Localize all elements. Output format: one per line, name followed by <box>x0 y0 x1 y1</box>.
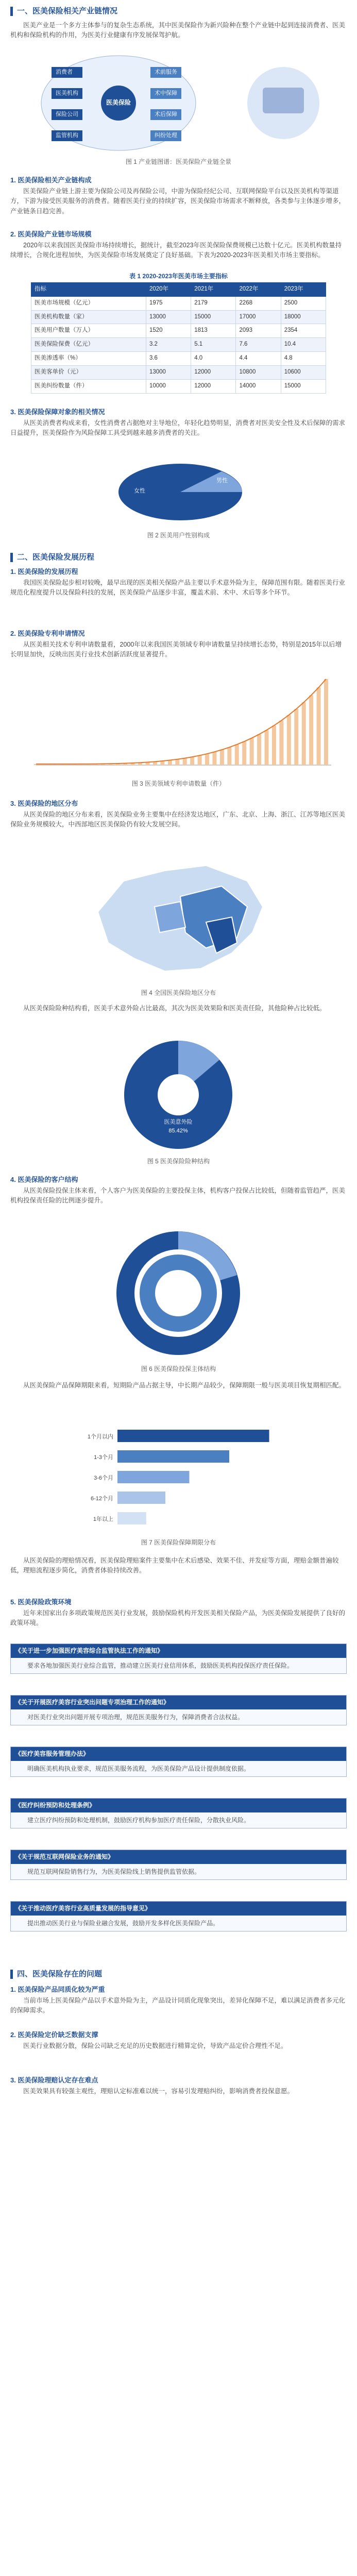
section1-title: 一、医美保险相关产业链情况 <box>10 5 117 17</box>
section4-title: 四、医美保险存在的问题 <box>10 1968 102 1980</box>
chain-box: 术前服务 <box>150 67 181 78</box>
insurance-type-donut <box>101 1036 256 1154</box>
section1-2-title: 2. 医美保险产业链市场规模 <box>10 230 92 238</box>
section2-4-title: 4. 医美保险的客户结构 <box>10 1176 78 1183</box>
table-header-cell: 2021年 <box>191 283 236 297</box>
donut1-label: 医美意外险 85.42% <box>164 1119 193 1134</box>
chain-box: 医美机构 <box>52 88 82 99</box>
patent-bar <box>250 738 254 765</box>
table-cell: 10600 <box>281 365 326 379</box>
chain-right-boxes <box>150 67 181 141</box>
policy-box-body: 明确医美机构执业要求，规范医美服务流程，为医美保险产品设计提供制度依据。 <box>27 1765 250 1772</box>
donut1-caption: 图 5 医美保险险种结构 <box>147 1158 210 1165</box>
section1-1-title: 1. 医美保险相关产业链构成 <box>10 176 92 184</box>
policy-box <box>10 1798 347 1828</box>
section1-2-para: 2020年以来我国医美保险市场持续增长，据统计，截至2023年医美保险保费规模已达数十亿元。医美机构数量持续增长，合规化进程加快，为医美保险市场发展奠定了良好基础。下表为2020-2023年医美相关市场主要指标。 <box>10 242 342 259</box>
table-row <box>31 352 326 366</box>
title-bar <box>10 7 13 16</box>
section2-para1: 我国医美保险起步相对较晚，最早出现的医美相关保险产品主要以手术意外险为主，保障范围有限。随着医美行业规范化程度提升以及保险科技的发展，医美保险产品逐步丰富，覆盖术前、术中、术后等多个环节。 <box>10 579 346 597</box>
policy-box <box>10 1643 347 1674</box>
client-structure-donut <box>88 1226 269 1360</box>
patent-bar <box>227 747 231 765</box>
table-cell: 1813 <box>191 324 236 338</box>
patent-bar <box>198 755 202 765</box>
policy-box-title: 《关于开展医疗美容行业突出问题专项治理工作的通知》 <box>11 1696 346 1709</box>
gender-pie-svg <box>103 451 258 528</box>
pie-label-female: 女性 <box>134 488 145 494</box>
table-cell: 7.6 <box>236 338 281 352</box>
section4-sub2-title: 2. 医美保险定价缺乏数据支撑 <box>10 2031 98 2039</box>
chain-box: 监管机构 <box>52 130 82 141</box>
table1-caption: 表 1 2020-2023年医美市场主要指标 <box>129 273 228 280</box>
table-row <box>31 338 326 352</box>
pie-label-male: 男性 <box>216 478 228 484</box>
section4-para3: 医美效果具有较强主观性，理赔认定标准难以统一，容易引发理赔纠纷，影响消费者投保意愿。 <box>23 2088 294 2095</box>
patent-bar <box>287 715 291 765</box>
patent-bar <box>279 720 283 765</box>
table-cell: 1975 <box>146 296 191 310</box>
bar-label: 6-12个月 <box>90 1496 113 1502</box>
table-row <box>31 324 326 338</box>
coverage-bar-chart <box>72 1422 285 1535</box>
table-row <box>31 310 326 324</box>
china-map <box>77 850 280 984</box>
chain-left-boxes <box>52 67 82 141</box>
table-row <box>31 379 326 393</box>
table-header-cell: 2023年 <box>281 283 326 297</box>
policy-box <box>10 1850 347 1880</box>
donut1-hole <box>158 1074 199 1115</box>
table-cell: 医美纠纷数量（件） <box>31 379 146 393</box>
table-cell: 医美渗透率（%） <box>31 352 146 366</box>
table-cell: 2093 <box>236 324 281 338</box>
section2-4-para2: 从医美保险产品保障期限来看，短期险产品占据主导，中长期产品较少，保障期限一般与医美项目恢复期相匹配。 <box>23 1382 346 1389</box>
bar-label: 3-6个月 <box>94 1475 113 1481</box>
table-cell: 医美机构数量（家） <box>31 310 146 324</box>
table-cell: 2354 <box>281 324 326 338</box>
table-cell: 13000 <box>146 310 191 324</box>
patent-bar <box>190 757 194 765</box>
table-cell: 12000 <box>191 379 236 393</box>
patent-bar <box>309 695 313 765</box>
table-cell: 18000 <box>281 310 326 324</box>
patent-bar <box>317 687 321 765</box>
table-cell: 12000 <box>191 365 236 379</box>
patent-bar <box>175 759 179 765</box>
table-cell: 4.4 <box>236 352 281 366</box>
table-cell: 14000 <box>236 379 281 393</box>
market-table <box>31 282 326 394</box>
title-bar <box>10 1970 13 1979</box>
donut1-svg <box>101 1036 256 1154</box>
patent-bar <box>168 760 172 765</box>
chain-box: 术后保障 <box>150 109 181 120</box>
section1-3-title: 3. 医美保险保障对象的相关情况 <box>10 408 105 416</box>
table-cell: 医美市场规模（亿元） <box>31 296 146 310</box>
table-body <box>31 296 326 393</box>
section2-sub1-title: 1. 医美保险的发展历程 <box>10 568 78 575</box>
table-cell: 医美用户数量（万人） <box>31 324 146 338</box>
section2-title: 二、医美保险发展历程 <box>10 551 94 563</box>
patent-bar <box>257 734 261 765</box>
section1-intro: 医美产业是一个多方主体参与的复杂生态系统，其中医美保险作为新兴险种在整个产业链中起到连接消费者、医美机构和保险机构的作用，为医美行业健康有序发展保驾护航。 <box>10 22 346 39</box>
donut2-caption: 图 6 医美保险投保主体结构 <box>141 1365 216 1372</box>
table-cell: 医美客单价（元） <box>31 365 146 379</box>
table-cell: 15000 <box>281 379 326 393</box>
policy-box-body: 对医美行业突出问题开展专项治理，规范医美服务行为，保障消费者合法权益。 <box>27 1713 244 1721</box>
patent-bar <box>324 679 328 765</box>
policy-box-body: 规范互联网保险销售行为，为医美保险线上销售提供监管依据。 <box>27 1868 201 1875</box>
table-cell: 10.4 <box>281 338 326 352</box>
section2-3-para1: 从医美保险的地区分布来看，医美保险业务主要集中在经济发达地区，广东、北京、上海、浙江、江苏等地区医美保险业务规模较大，中西部地区医美保险仍有较大发展空间。 <box>10 811 346 828</box>
chain-center-label: 医美保险 <box>106 99 131 106</box>
patent-bar <box>220 750 224 765</box>
bar-rect <box>117 1512 146 1524</box>
figure1-caption: 图 1 产业链图谱：医美保险产业链全景 <box>125 158 232 165</box>
gender-pie <box>103 451 258 528</box>
bar-caption: 图 7 医美保险保障期限分布 <box>141 1539 216 1546</box>
section4-para1: 当前市场上医美保险产品以手术意外险为主，产品设计同质化现象突出，差异化保障不足，难以满足消费者多元化的保障需求。 <box>10 1997 346 2014</box>
section2-4-para1: 从医美保险投保主体来看，个人客户为医美保险的主要投保主体，机构客户投保占比较低，但随着监管趋严，医美机构投保责任险的比例逐步提升。 <box>10 1187 346 1205</box>
section2-para2: 从医美相关技术专利申请数量看，2000年以来我国医美领域专利申请数量呈持续增长态势，特别是2015年以后增长明显加快，反映出医美行业技术创新活跃度显著提升。 <box>10 641 342 658</box>
bar-label: 1-3个月 <box>94 1454 113 1461</box>
table-cell: 13000 <box>146 365 191 379</box>
illustration-card <box>263 88 304 113</box>
pie-caption: 图 2 医美用户性别构成 <box>147 532 210 539</box>
section4-para2: 医美行业数据分散，保险公司缺乏充足的历史数据进行精算定价，导致产品定价合理性不足。 <box>23 2042 287 2049</box>
section2-3-para2: 从医美保险险种结构看，医美手术意外险占比最高，其次为医美效果险和医美责任险，其他险种占比较低。 <box>23 1005 326 1012</box>
policy-box-title: 《医疗纠纷预防和处理条例》 <box>11 1799 346 1812</box>
policy-box <box>10 1901 347 1931</box>
patent-bar <box>294 709 298 765</box>
donut2-hole <box>155 1270 201 1316</box>
policy-box-title: 《关于推动医疗美容行业高质量发展的指导意见》 <box>11 1902 346 1916</box>
table-cell: 1520 <box>146 324 191 338</box>
table-cell: 4.8 <box>281 352 326 366</box>
chain-box: 消费者 <box>52 67 82 78</box>
section3-sub-title: 5. 医美保险政策环境 <box>10 1598 72 1606</box>
policy-box-title: 《关于进一步加强医疗美容综合监管执法工作的通知》 <box>11 1644 346 1658</box>
chain-box: 保险公司 <box>52 109 82 120</box>
market-data-table <box>31 282 326 394</box>
chain-box: 术中保障 <box>150 88 181 99</box>
patent-bar <box>272 725 276 765</box>
policy-box-body: 建立医疗纠纷预防和处理机制，鼓励医疗机构参加医疗责任保险，分散执业风险。 <box>27 1816 250 1824</box>
policy-box-body: 要求各地加强医美行业综合监管，推动建立医美行业信用体系，鼓励医美机构投保医疗责任保险。 <box>27 1662 294 1669</box>
section3-para2: 近年来国家出台多项政策规范医美行业发展，鼓励保险机构开发医美相关保险产品，为医美保险发展提供了良好的政策环境。 <box>10 1609 346 1627</box>
table-cell: 医美保险保费（亿元） <box>31 338 146 352</box>
title-bar <box>10 553 13 562</box>
section4-sub1-title: 1. 医美保险产品同质化较为严重 <box>10 1986 105 1993</box>
patent-bar <box>242 741 246 765</box>
table-header-cell: 2020年 <box>146 283 191 297</box>
section3-para1: 从医美保险的理赔情况看，医美保险理赔案件主要集中在术后感染、效果不佳、并发症等方面，理赔金额普遍较低，理赔流程逐步简化，消费者体验持续改善。 <box>10 1557 339 1574</box>
section1-1-para: 医美保险产业链上游主要为保险公司及再保险公司，中游为保险经纪公司、互联网保险平台以及医美机构等渠道方，下游为接受医美服务的消费者。随着医美行业的持续扩容，医美保险市场需求不断释放，各类参与主体逐步增多，产业链条日趋完善。 <box>10 188 346 215</box>
map-region-central <box>155 902 185 933</box>
patent-chart-svg <box>21 672 336 775</box>
china-map-svg <box>77 850 280 984</box>
map-caption: 图 4 全国医美保险地区分布 <box>141 989 216 996</box>
table-cell: 15000 <box>191 310 236 324</box>
table-cell: 2268 <box>236 296 281 310</box>
bar-rect <box>117 1471 190 1483</box>
table-cell: 2500 <box>281 296 326 310</box>
section4-sub3-title: 3. 医美保险理赔认定存在难点 <box>10 2076 98 2084</box>
patent-bar <box>302 702 306 765</box>
policy-box <box>10 1747 347 1777</box>
bar-chart-svg <box>72 1422 285 1535</box>
table-cell: 5.1 <box>191 338 236 352</box>
line-chart-caption: 图 3 医美领域专利申请数量（件） <box>131 780 226 787</box>
bar-rect <box>117 1450 229 1463</box>
patent-bar <box>183 758 187 765</box>
section2-3-title: 3. 医美保险的地区分布 <box>10 800 78 807</box>
bar-label: 1年以上 <box>93 1516 113 1522</box>
policy-box-title: 《医疗美容服务管理办法》 <box>11 1747 346 1761</box>
table-cell: 2179 <box>191 296 236 310</box>
table-cell: 4.0 <box>191 352 236 366</box>
section1-3-para: 从医美消费者构成来看，女性消费者占据绝对主导地位，年轻化趋势明显，消费者对医美安全性及术后保障的需求日益提升，医美保险作为风险保障工具受到越来越多消费者的关注。 <box>10 419 346 437</box>
patent-bar <box>235 744 239 765</box>
table-cell: 3.6 <box>146 352 191 366</box>
table-header-cell: 指标 <box>31 283 146 297</box>
bar-rect <box>117 1492 165 1504</box>
table-cell: 17000 <box>236 310 281 324</box>
table-cell: 10800 <box>236 365 281 379</box>
donut2-svg <box>88 1226 269 1360</box>
table-row <box>31 296 326 310</box>
policy-box <box>10 1695 347 1725</box>
patent-bar <box>265 730 269 765</box>
patent-bar <box>205 754 209 765</box>
patent-line-chart <box>21 672 336 775</box>
table-cell: 10000 <box>146 379 191 393</box>
bar-rect <box>117 1430 269 1442</box>
table-header-cell: 2022年 <box>236 283 281 297</box>
industry-chain-diagram <box>15 52 342 155</box>
policy-box-title: 《关于规范互联网保险业务的通知》 <box>11 1850 346 1864</box>
section2-sub2-title: 2. 医美保险专利申请情况 <box>10 630 85 637</box>
bar-label: 1个月以内 <box>87 1434 113 1440</box>
chain-box: 纠纷处理 <box>150 130 181 141</box>
policy-box-body: 提出推动医美行业与保险业融合发展，鼓励开发多样化医美保险产品。 <box>27 1919 219 1927</box>
table-row <box>31 365 326 379</box>
patent-bar <box>212 752 216 765</box>
table-header-row <box>31 283 326 297</box>
table-cell: 3.2 <box>146 338 191 352</box>
